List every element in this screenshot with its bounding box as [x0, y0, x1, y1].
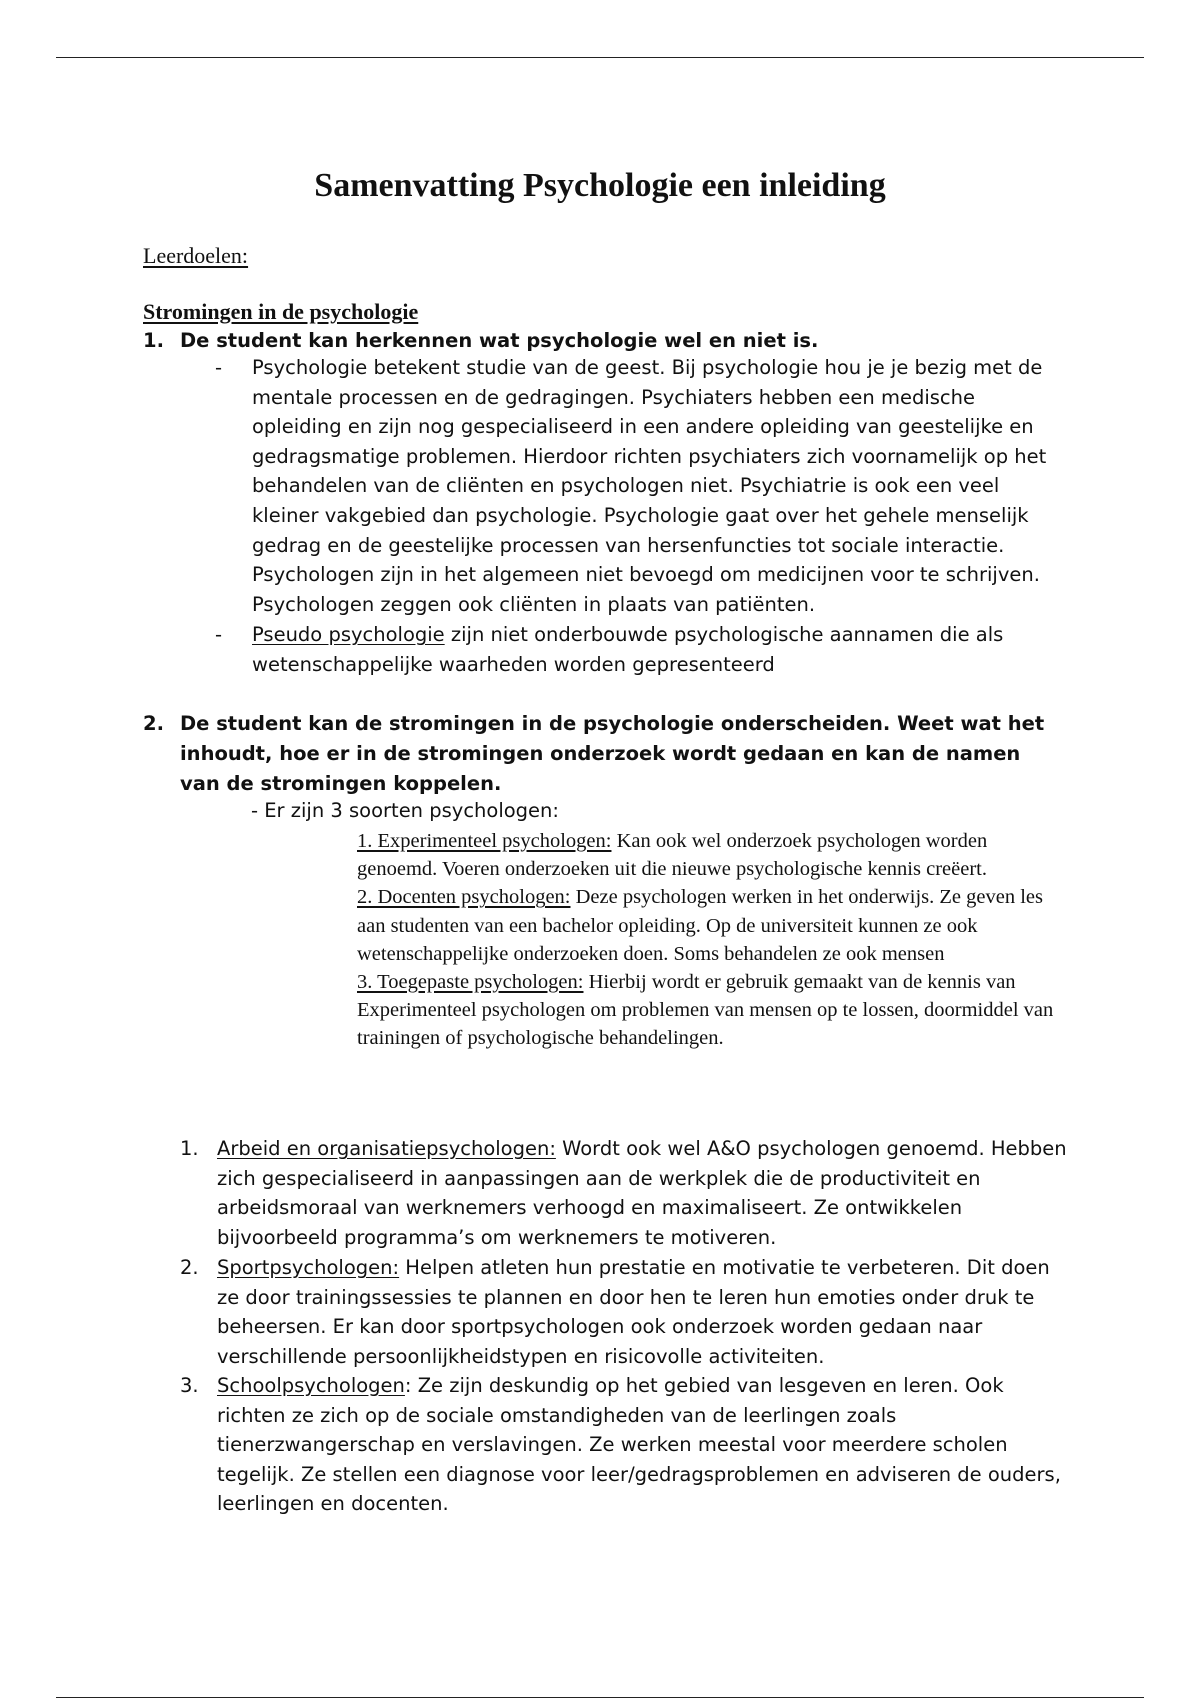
specialization-label: Schoolpsychologen [217, 1374, 405, 1397]
bullet-item [215, 620, 1065, 679]
bottom-rule [56, 1697, 1144, 1698]
top-rule [56, 57, 1144, 58]
specialization-label: Arbeid en organisatiepsychologen: [217, 1137, 556, 1160]
specialization-item [180, 1371, 1070, 1519]
bullet-item [215, 353, 1065, 619]
psychologist-type-label: 1. Experimenteel psychologen: [357, 830, 612, 852]
psychologist-type-item [357, 827, 1057, 883]
bullet-marker: - [215, 356, 223, 379]
psychologist-type-item [357, 883, 1057, 968]
psychologist-type-text: Deze psychologen werken in het onderwijs. Ze geven les aan studenten van een bachelor opleiding. Op de universiteit kunnen ze ook wetenschappelijke onderzoeken doen. Soms behandelen ze ook mensen [357, 886, 1043, 965]
specialization-item [180, 1253, 1070, 1371]
learning-goal-text: De student kan de stromingen in de psychologie onderscheiden. Weet wat het inhoudt, hoe er in de stromingen onderzoek wordt gedaan en kan de namen van de stromingen koppelen. [180, 712, 1045, 795]
psychologist-type-text: Hierbij wordt er gebruik gemaakt van de kennis van Experimenteel psychologen om problemen van mensen op te lossen, doormiddel van trainingen of psychologische behandelingen. [357, 971, 1054, 1050]
learning-goal-1 [143, 326, 1063, 356]
document-title: Samenvatting Psychologie een inleiding [314, 166, 886, 204]
bullet-text: Psychologie betekent studie van de geest. Bij psychologie hou je je bezig met de mentale processen en de gedragingen. Psychiaters hebben een medische opleiding en zijn nog gespecialiseerd in een andere opleiding van geestelijke en gedragsmatige problemen. Hierdoor richten psychiaters zich voornamelijk op het behandelen van de cliënten en psychologen niet. Psychiatrie is ook een veel kleiner vakgebied dan psychologie. Psychologie gaat over het gehele menselijk gedrag en de geestelijke processen van hersenfuncties tot sociale interactie. Psychologen zijn in het algemeen niet bevoegd om medicijnen voor te schrijven. Psychologen zeggen ook cliënten in plaats van patiënten. [252, 356, 1047, 616]
specialization-text: Wordt ook wel A&O psychologen genoemd. Hebben zich gespecialiseerd in aanpassingen aan de werkplek die de productiviteit en arbeidsmoraal van werknemers verhoogd en maximaliseert. Ze ontwikkelen bijvoorbeeld programma’s om werknemers te motiveren. [217, 1137, 1067, 1249]
leerdoelen-label: Leerdoelen: [143, 243, 249, 268]
psychologist-types-intro: - Er zijn 3 soorten psychologen: [251, 799, 559, 822]
specialization-number: 1. [180, 1137, 199, 1160]
section-heading: Stromingen in de psychologie [143, 299, 419, 324]
bullet-term: Pseudo psychologie [252, 623, 445, 646]
specialization-item [180, 1134, 1070, 1252]
specialization-number: 2. [180, 1256, 199, 1279]
specialization-number: 3. [180, 1374, 199, 1397]
learning-goal-number: 2. [143, 712, 164, 735]
specialization-label: Sportpsychologen: [217, 1256, 400, 1279]
bullet-text: zijn niet onderbouwde psychologische aannamen die als wetenschappelijke waarheden worden gepresenteerd [252, 623, 1004, 676]
psychologist-types-list [357, 827, 1057, 1053]
specialization-text: Helpen atleten hun prestatie en motivatie te verbeteren. Dit doen ze door trainingssessies te plannen en door hen te leren hun emoties onder druk te beheersen. Er kan door sportpsychologen ook onderzoek worden gedaan naar verschillende persoonlijkheidstypen en risicovolle activiteiten. [217, 1256, 1050, 1368]
psychologist-type-item [357, 968, 1057, 1053]
specialization-text: : Ze zijn deskundig op het gebied van lesgeven en leren. Ook richten ze zich op de sociale omstandigheden van de leerlingen zoals tienerzwangerschap en verslavingen. Ze werken meestal voor meerdere scholen tegelijk. Ze stellen een diagnose voor leer/gedragsproblemen en adviseren de ouders, leerlingen en docenten. [217, 1374, 1061, 1516]
learning-goal-text: De student kan herkennen wat psychologie wel en niet is. [180, 329, 819, 352]
psychologist-type-label: 2. Docenten psychologen: [357, 886, 571, 909]
learning-goal-2 [143, 709, 1063, 799]
bullet-marker: - [215, 623, 223, 646]
psychologist-type-text: Kan ook wel onderzoek psychologen worden genoemd. Voeren onderzoeken uit die nieuwe psychologische kennis creëert. [357, 830, 988, 881]
learning-goal-number: 1. [143, 329, 164, 352]
psychologist-type-label: 3. Toegepaste psychologen: [357, 971, 584, 994]
